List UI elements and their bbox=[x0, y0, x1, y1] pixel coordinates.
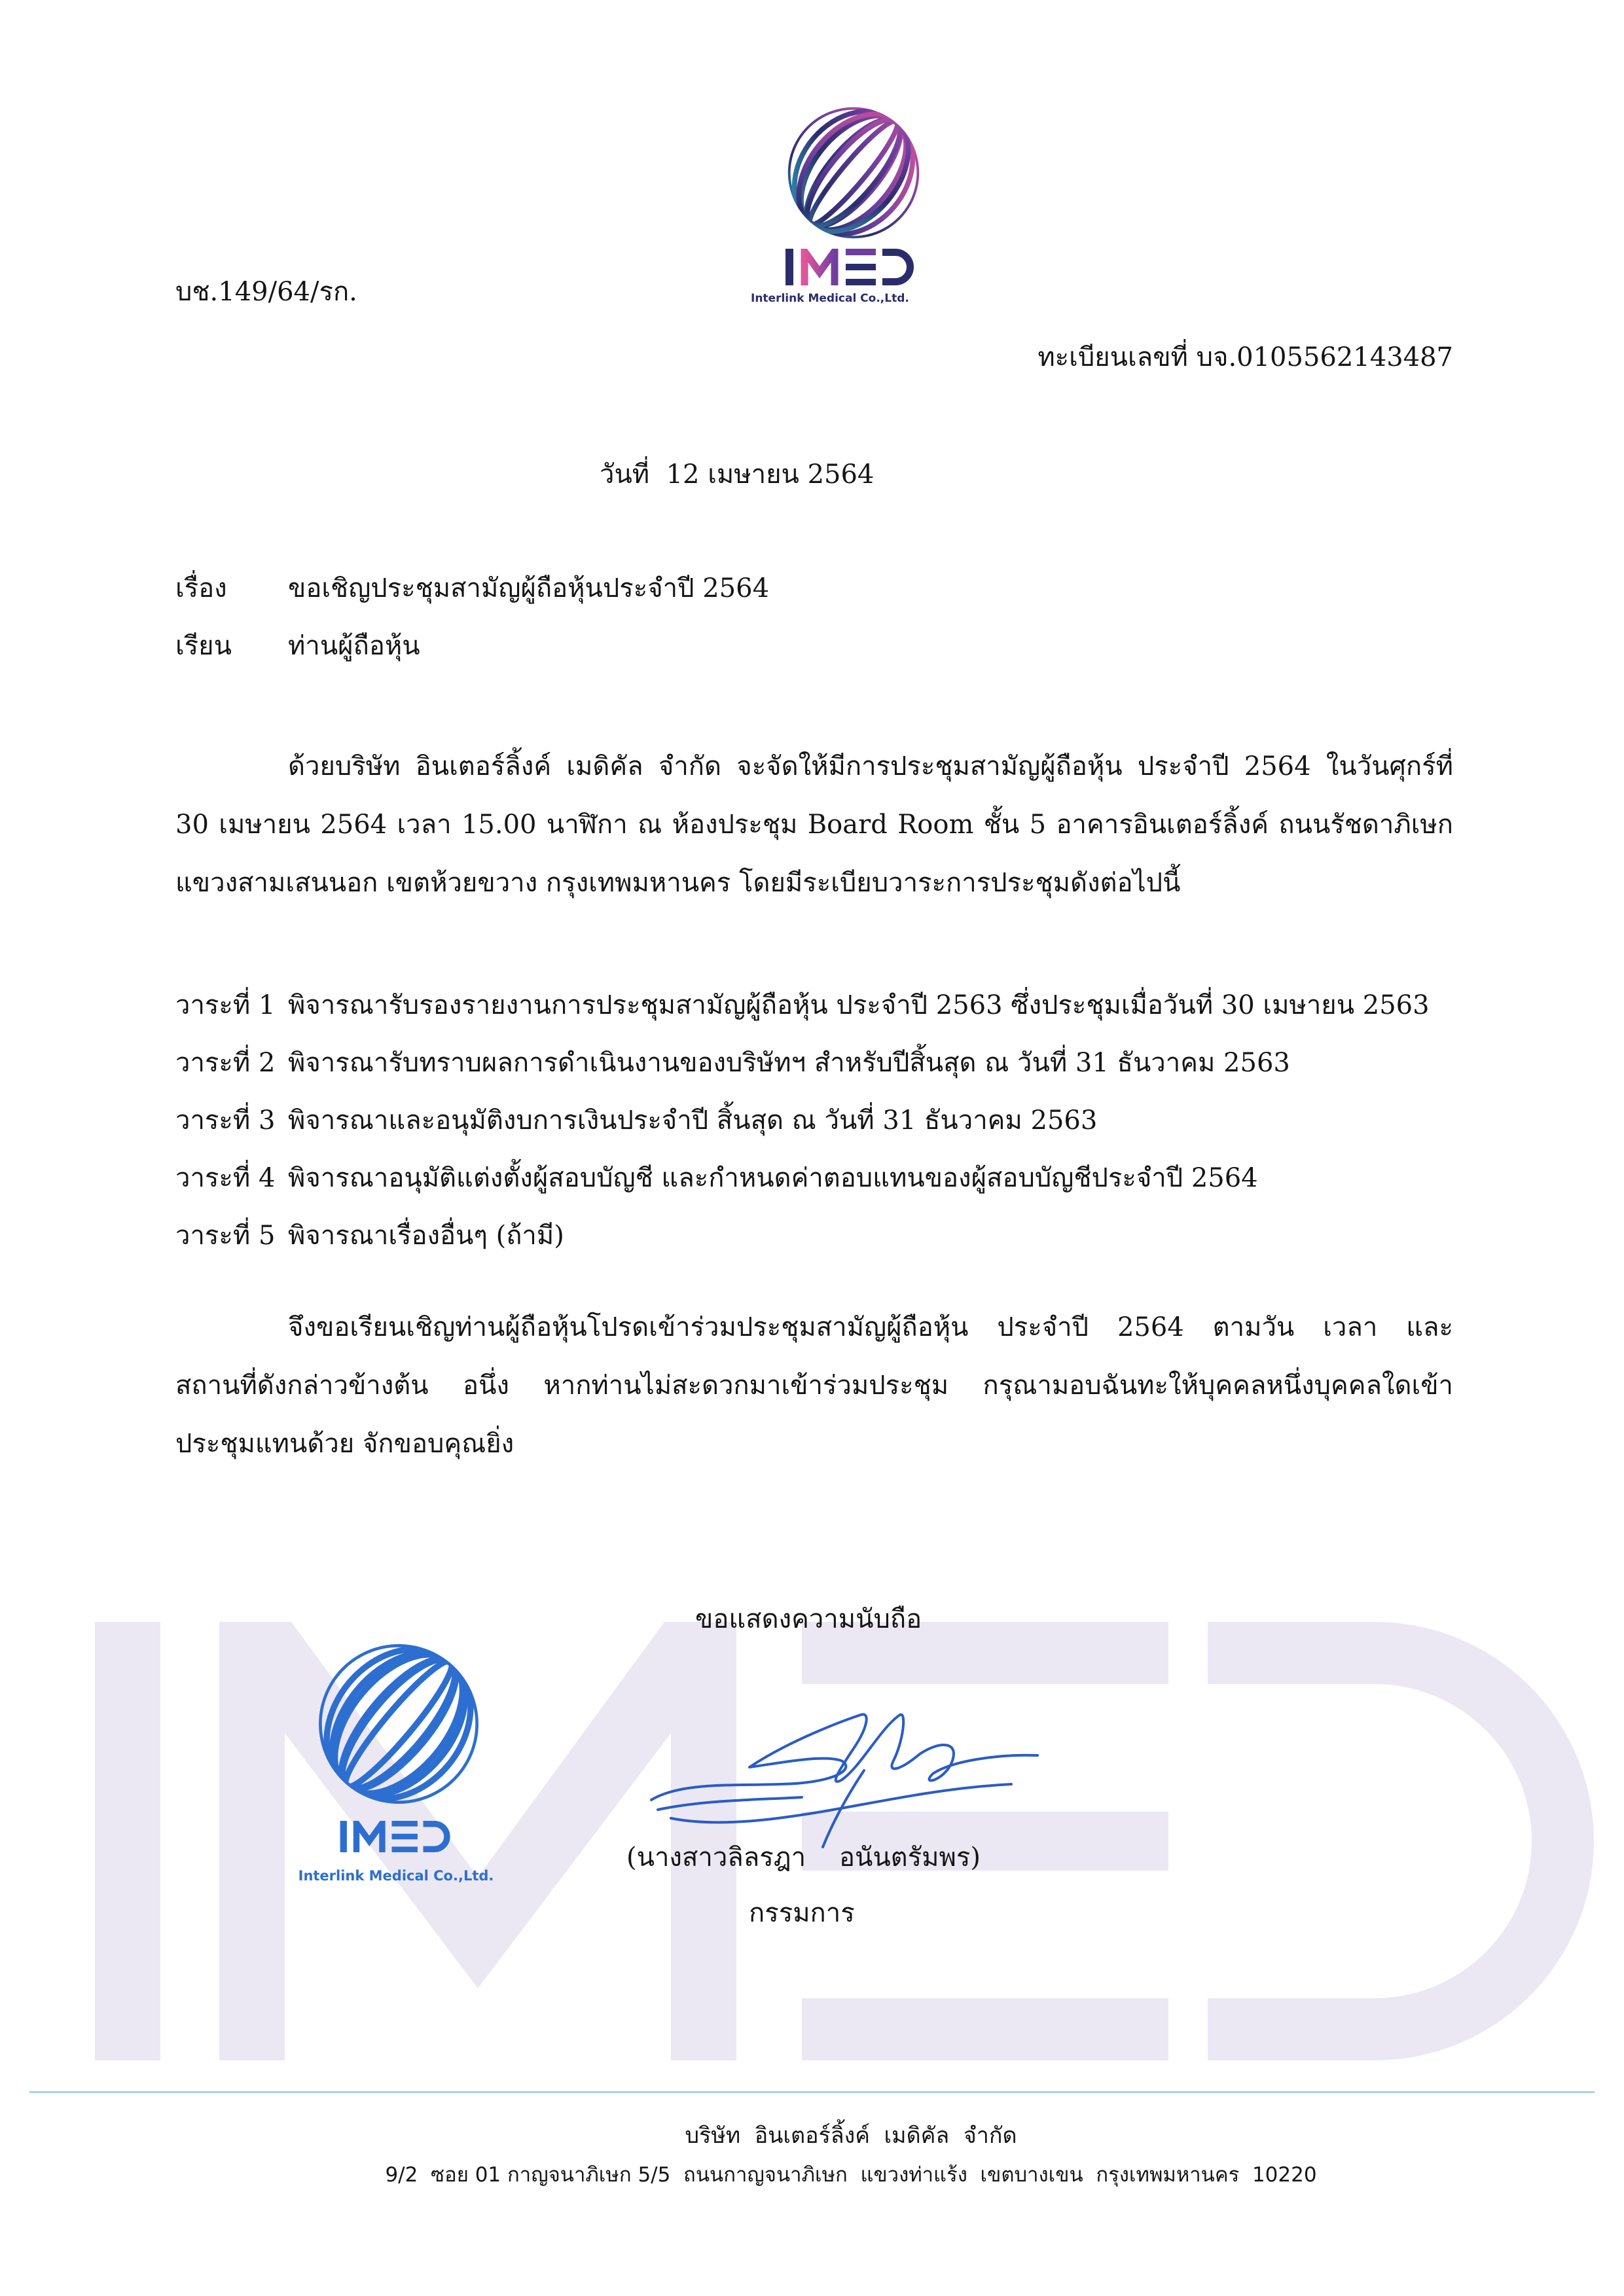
stamp-globe-icon bbox=[314, 1640, 483, 1808]
paragraph-line: สถานที่ดังกล่าวข้างต้น อนึ่ง หากท่านไม่สะดวกมาเข้าร่วมประชุม กรุณามอบฉันทะให้บุคคลหนึ่งบุคคลใดเข้า bbox=[175, 1371, 1453, 1401]
paragraph-line: ประชุมแทนด้วย จักขอบคุณยิ่ง bbox=[175, 1429, 514, 1459]
stamp-subtitle: Interlink Medical Co.,Ltd. bbox=[298, 1868, 494, 1884]
handwritten-signature bbox=[645, 1702, 1051, 1852]
paragraph-line: 30 เมษายน 2564 เวลา 15.00 นาฬิกา ณ ห้องประชุม Board Room ชั้น 5 อาคารอินเตอร์ลิ้งค์ ถนนรัชดาภิเษก bbox=[175, 810, 1453, 840]
subject-text: ขอเชิญประชุมสามัญผู้ถือหุ้นประจำปี 2564 bbox=[288, 573, 770, 603]
logo-wordmark bbox=[785, 249, 915, 285]
agenda-item bbox=[175, 1092, 1453, 1149]
signer-name: (นางสาวลิลรฎา อนันตรัมพร) bbox=[626, 1842, 981, 1873]
stamp-wordmark bbox=[316, 1821, 476, 1852]
reference-number: บช.149/64/รก. bbox=[175, 277, 357, 307]
agenda-text: พิจารณาอนุมัติแต่งตั้งผู้สอบบัญชี และกำหนดค่าตอบแทนของผู้สอบบัญชีประจำปี 2564 bbox=[288, 1163, 1258, 1193]
agenda-text: พิจารณารับรองรายงานการประชุมสามัญผู้ถือหุ้น ประจำปี 2563 ซึ่งประชุมเมื่อวันที่ 30 เมษายน 2563 bbox=[288, 990, 1430, 1020]
intro-paragraph bbox=[175, 738, 1453, 912]
recipient-label: เรียน bbox=[175, 631, 232, 661]
sign-off: ขอแสดงความนับถือ bbox=[695, 1604, 922, 1634]
paragraph-line: จึงขอเรียนเชิญท่านผู้ถือหุ้นโปรดเข้าร่วมประชุมสามัญผู้ถือหุ้น ประจำปี 2564 ตามวัน เวลา และ bbox=[288, 1312, 1453, 1342]
agenda-text: พิจารณาเรื่องอื่นๆ (ถ้ามี) bbox=[288, 1221, 564, 1251]
footer-address: 9/2 ซอย 01 กาญจนาภิเษก 5/5 ถนนกาญจนาภิเษก แขวงท่าแร้ง เขตบางเขน กรุงเทพมหานคร 10220 bbox=[385, 2163, 1317, 2187]
paragraph-line: แขวงสามเสนนอก เขตห้วยขวาง กรุงเทพมหานคร โดยมีระเบียบวาระการประชุมดังต่อไปนี้ bbox=[175, 868, 1181, 898]
agenda-item bbox=[175, 1149, 1453, 1207]
footer-company-name: บริษัท อินเตอร์ลิ้งค์ เมดิคัล จำกัด bbox=[685, 2123, 1017, 2149]
agenda-label: วาระที่ 5 bbox=[175, 1221, 276, 1251]
registration-number: ทะเบียนเลขที่ บจ.0105562143487 bbox=[1038, 342, 1453, 372]
footer-divider bbox=[29, 2091, 1595, 2093]
agenda-item bbox=[175, 1207, 1453, 1265]
closing-paragraph bbox=[175, 1299, 1453, 1473]
agenda-label: วาระที่ 4 bbox=[175, 1163, 276, 1193]
letter-date: วันที่ 12 เมษายน 2564 bbox=[600, 459, 875, 490]
agenda-text: พิจารณารับทราบผลการดำเนินงานของบริษัทฯ สำหรับปีสิ้นสุด ณ วันที่ 31 ธันวาคม 2563 bbox=[288, 1048, 1290, 1078]
agenda-item bbox=[175, 1034, 1453, 1092]
subject-label: เรื่อง bbox=[175, 573, 227, 603]
agenda-item bbox=[175, 977, 1453, 1034]
signer-title: กรรมการ bbox=[749, 1898, 855, 1928]
recipient-text: ท่านผู้ถือหุ้น bbox=[288, 631, 420, 661]
letter-body bbox=[175, 738, 1453, 1473]
globe-icon bbox=[784, 103, 923, 242]
agenda-list bbox=[175, 977, 1453, 1265]
agenda-label: วาระที่ 2 bbox=[175, 1048, 276, 1078]
agenda-text: พิจารณาและอนุมัติงบการเงินประจำปี สิ้นสุด ณ วันที่ 31 ธันวาคม 2563 bbox=[288, 1105, 1098, 1136]
agenda-label: วาระที่ 1 bbox=[175, 990, 276, 1020]
logo-subtitle: Interlink Medical Co.,Ltd. bbox=[751, 292, 909, 305]
agenda-label: วาระที่ 3 bbox=[175, 1105, 276, 1136]
paragraph-line: ด้วยบริษัท อินเตอร์ลิ้งค์ เมดิคัล จำกัด จะจัดให้มีการประชุมสามัญผู้ถือหุ้น ประจำปี 2564 ในวันศุกร์ที่ bbox=[288, 751, 1453, 781]
